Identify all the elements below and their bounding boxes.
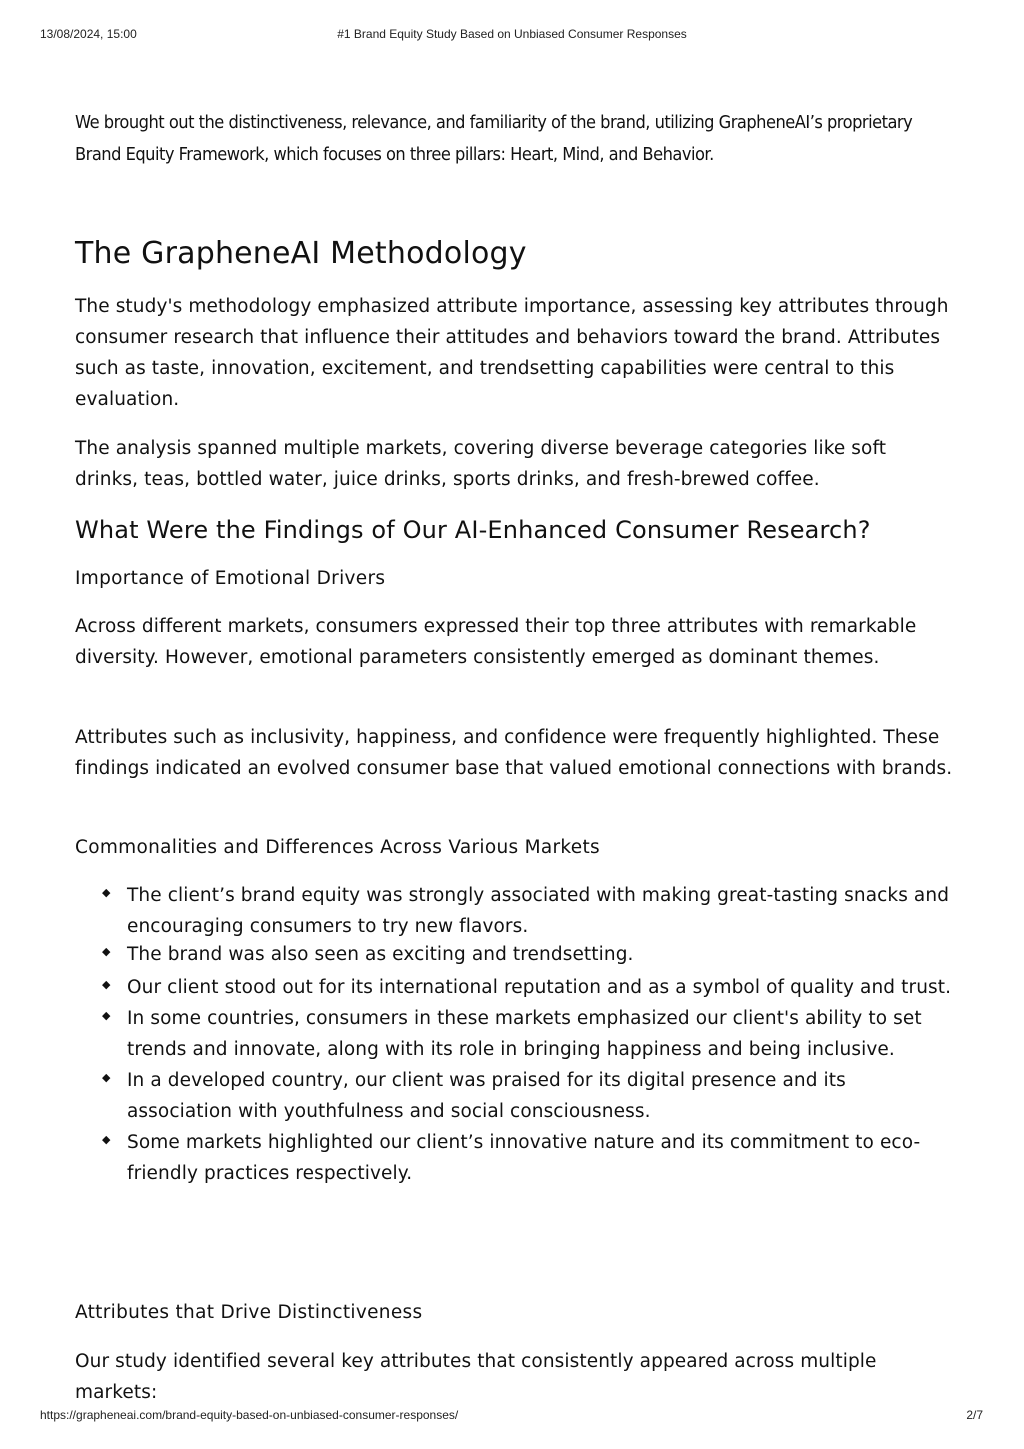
list-item-text: Some markets highlighted our client’s innovative nature and its commitment to eco-friendly practices respectively. xyxy=(127,1132,921,1184)
page-url: https://grapheneai.com/brand-equity-based-on-unbiased-consumer-responses/ xyxy=(40,1408,459,1422)
commonalities-subheading: Commonalities and Differences Across Various Markets xyxy=(75,837,600,858)
findings-heading: What Were the Findings of Our AI-Enhanced Consumer Research? xyxy=(75,516,871,544)
list-item xyxy=(75,1003,955,1065)
print-date: 13/08/2024, 15:00 xyxy=(40,27,137,41)
list-item-text: The brand was also seen as exciting and trendsetting. xyxy=(127,944,634,965)
list-item xyxy=(75,1127,955,1189)
page-number: 2/7 xyxy=(966,1408,983,1422)
commonalities-list xyxy=(75,880,955,1189)
emotional-drivers-paragraph: Across different markets, consumers expressed their top three attributes with remarkable diversity. However, emotional parameters consistently emerged as dominant themes. xyxy=(75,616,917,668)
distinctiveness-subheading: Attributes that Drive Distinctiveness xyxy=(75,1302,423,1323)
list-item xyxy=(75,880,955,942)
emotional-drivers-paragraph: Attributes such as inclusivity, happiness, and confidence were frequently highlighted. These findings indicated an evolved consumer base that valued emotional connections with brands. xyxy=(75,727,953,779)
list-item-text: Our client stood out for its international reputation and as a symbol of quality and trust. xyxy=(127,977,952,998)
print-footer xyxy=(0,1408,1024,1424)
bullet-icon: ◆ xyxy=(102,1133,111,1146)
methodology-heading: The GrapheneAI Methodology xyxy=(75,236,527,271)
list-item xyxy=(75,1065,955,1127)
bullet-icon: ◆ xyxy=(102,1009,111,1022)
list-item-text: In a developed country, our client was praised for its digital presence and its association with youthfulness and social consciousness. xyxy=(127,1070,846,1122)
emotional-drivers-subheading: Importance of Emotional Drivers xyxy=(75,568,386,589)
bullet-icon: ◆ xyxy=(102,886,111,899)
list-item xyxy=(75,939,955,970)
list-item-text: The client’s brand equity was strongly associated with making great-tasting snacks and encouraging consumers to try new flavors. xyxy=(127,885,950,937)
bullet-icon: ◆ xyxy=(102,978,111,991)
article-body xyxy=(75,107,955,1403)
bullet-icon: ◆ xyxy=(102,945,111,958)
distinctiveness-paragraph: Our study identified several key attributes that consistently appeared across multiple markets: xyxy=(75,1351,877,1403)
list-item-text: In some countries, consumers in these markets emphasized our client's ability to set trends and innovate, along with its role in bringing happiness and being inclusive. xyxy=(127,1008,922,1060)
bullet-icon: ◆ xyxy=(102,1071,111,1084)
intro-paragraph: We brought out the distinctiveness, relevance, and familiarity of the brand, utilizing GrapheneAI’s proprietary Brand Equity Framework, which focuses on three pillars: Heart, Mind, and Behavior. xyxy=(75,113,913,165)
list-item xyxy=(75,972,955,1003)
print-page-title: #1 Brand Equity Study Based on Unbiased Consumer Responses xyxy=(337,27,687,41)
methodology-paragraph: The analysis spanned multiple markets, covering diverse beverage categories like soft drinks, teas, bottled water, juice drinks, sports drinks, and fresh-brewed coffee. xyxy=(75,438,887,490)
methodology-paragraph: The study's methodology emphasized attribute importance, assessing key attributes through consumer research that influence their attitudes and behaviors toward the brand. Attributes such as taste, innovation, excitement, and trendsetting capabilities were central to this evaluation. xyxy=(75,296,949,410)
print-header xyxy=(0,27,1024,43)
